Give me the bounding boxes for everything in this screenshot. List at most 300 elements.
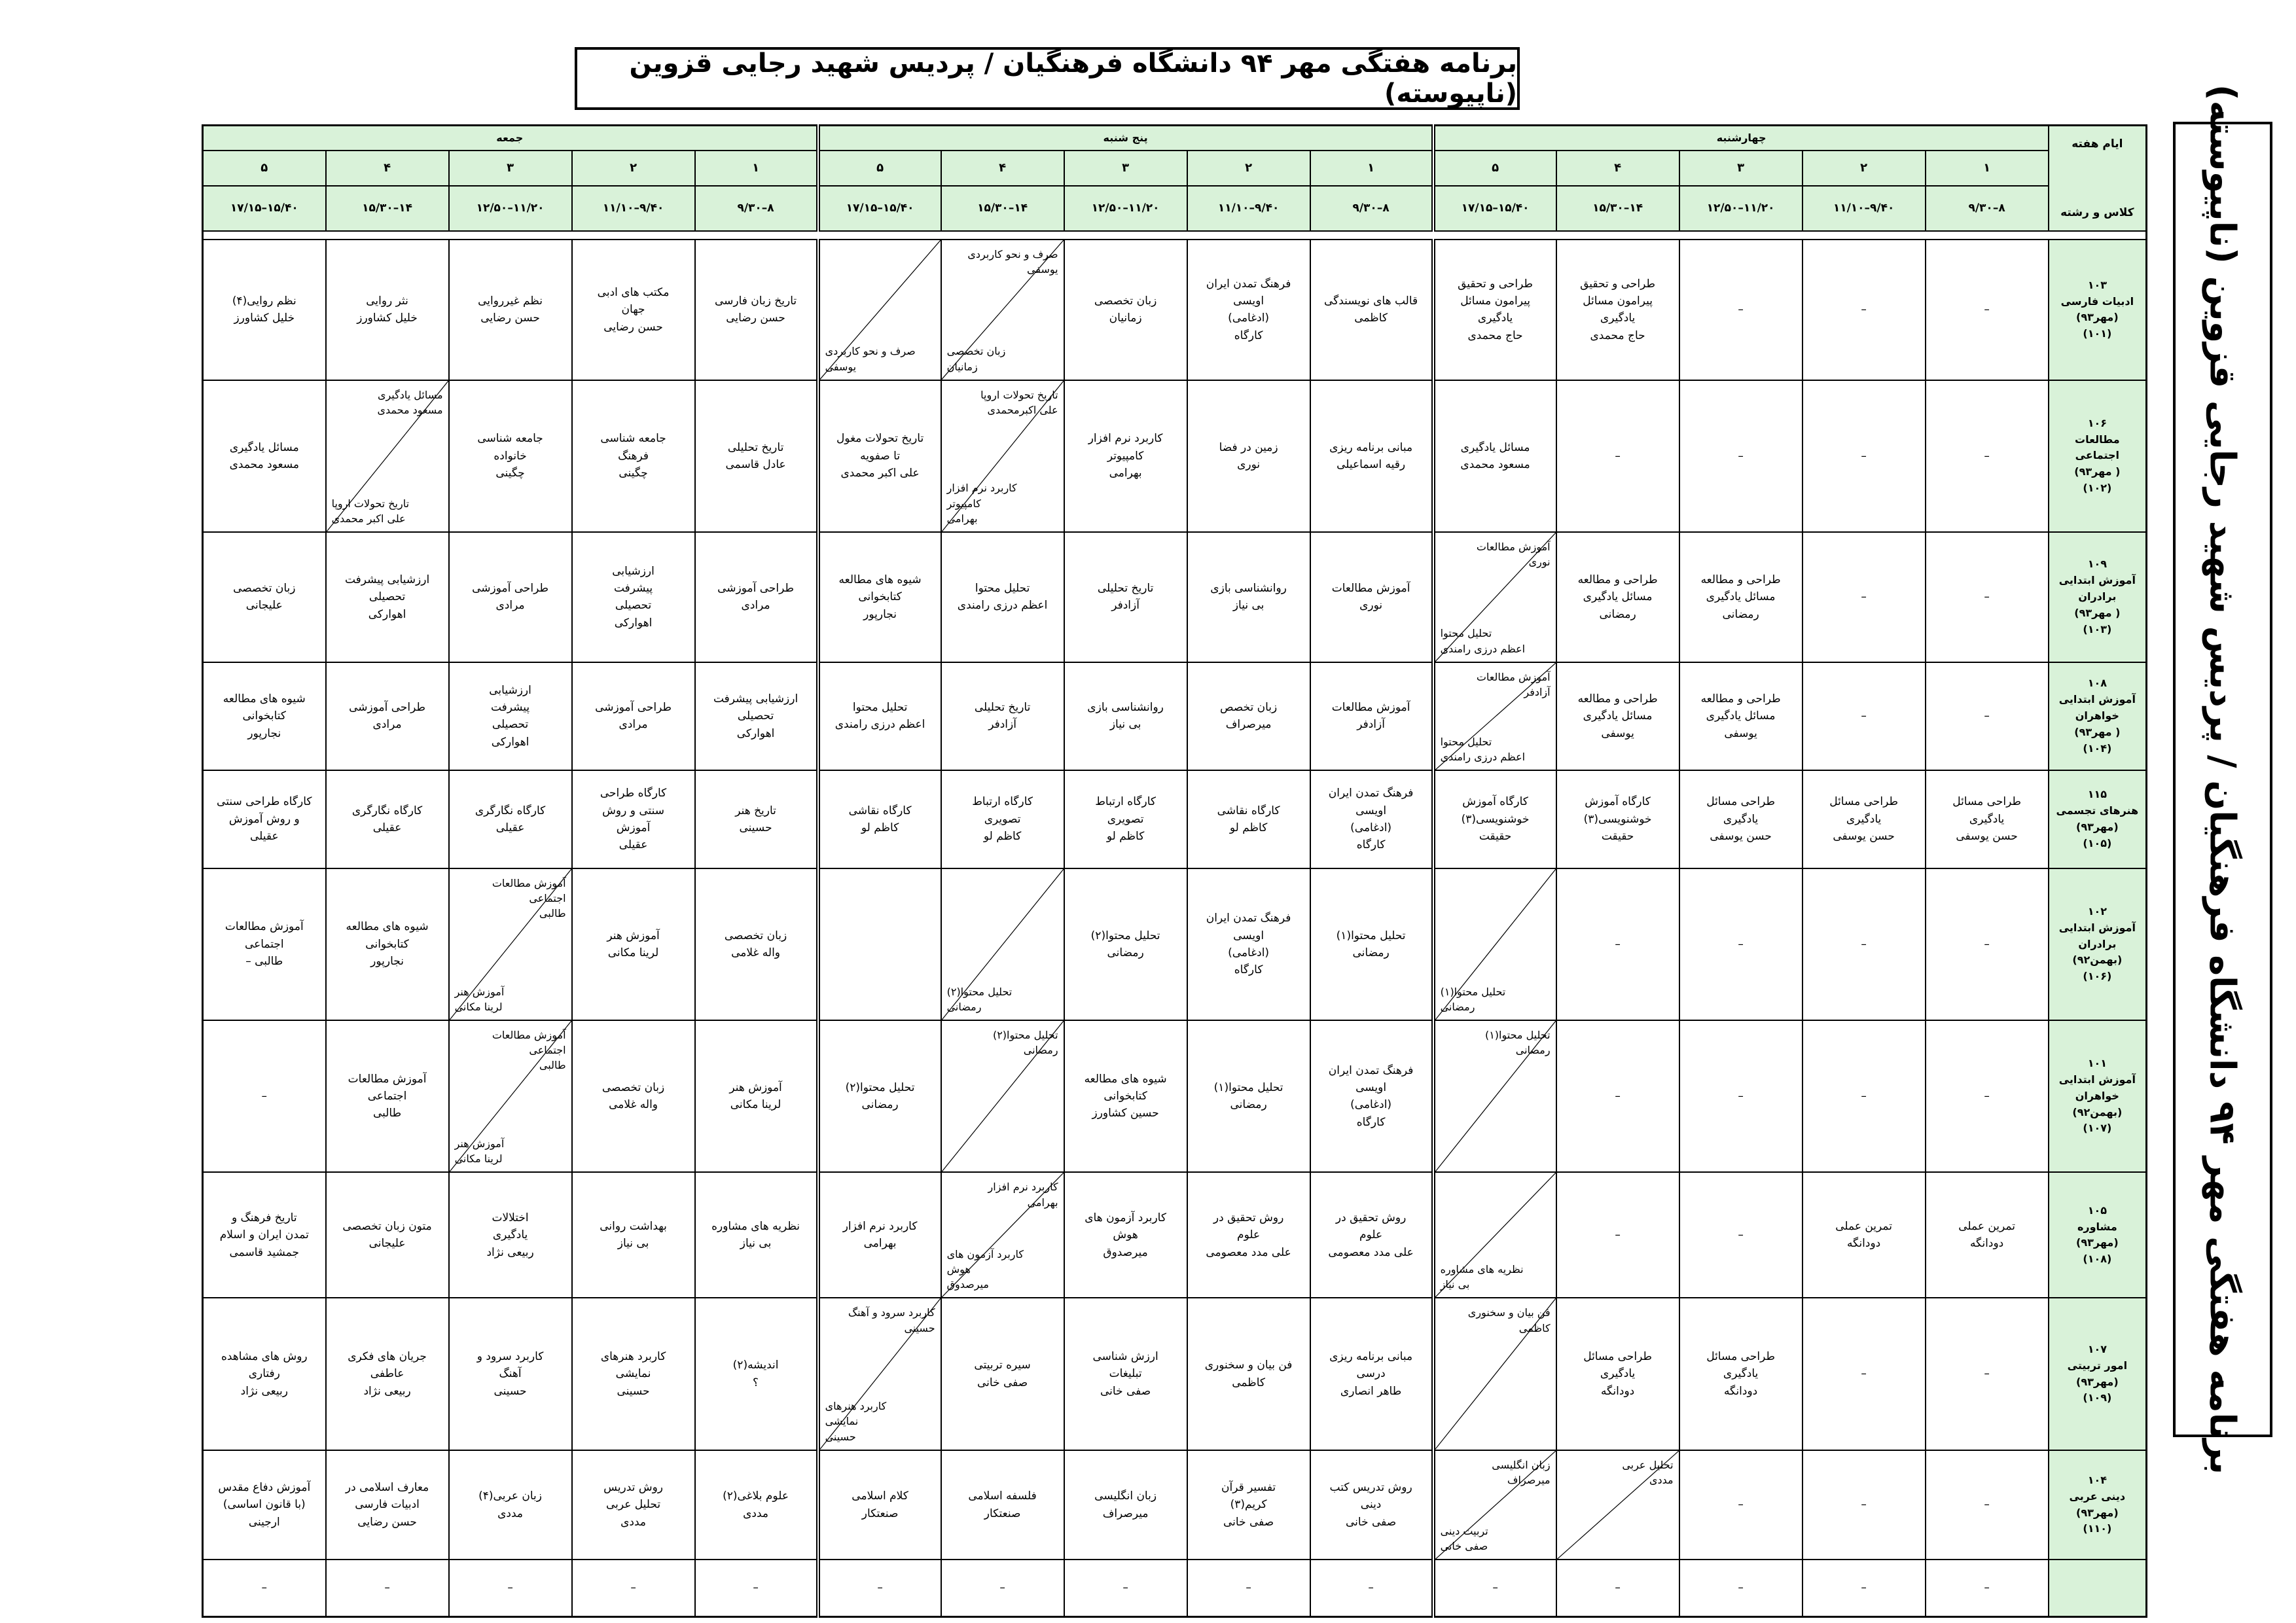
class-label-cell xyxy=(2049,1450,2147,1560)
course-line: طاهر انصاری xyxy=(1340,1384,1402,1398)
course-line: اویسی xyxy=(1233,294,1265,308)
course-line: اجتماعی xyxy=(244,937,284,951)
course-line: حسن رضایی xyxy=(357,1515,417,1529)
course-line: ارزشیابی پیشرفت xyxy=(344,573,430,586)
course-line: چگینی xyxy=(495,467,525,480)
course-cell xyxy=(326,868,449,1020)
split-top-course xyxy=(492,1027,566,1073)
course-line: ربیعی نژاد xyxy=(363,1384,411,1398)
course-line: یادگیری xyxy=(1477,312,1513,325)
course-line: تاریخ زبان فارسی xyxy=(714,294,797,308)
course-line: – xyxy=(507,1581,513,1595)
course-cell xyxy=(1310,662,1433,770)
course-line: طراحی و تحقیق xyxy=(1458,277,1534,291)
course-line: علوم xyxy=(1237,1228,1261,1242)
course-line: دودانگه xyxy=(1600,1384,1635,1398)
header-periods-row xyxy=(203,151,2147,186)
course-line: صنعتکار xyxy=(984,1507,1021,1520)
course-line: یوسفی xyxy=(825,360,857,373)
period-time-cell: ۱۴–۱۵/۳۰ xyxy=(1556,186,1679,231)
course-line: – xyxy=(1984,709,1990,723)
gap-cell xyxy=(326,231,449,240)
course-line: آموزش مطالعات xyxy=(1331,701,1410,715)
course-line: تاریخ تحلیلی xyxy=(974,701,1031,715)
course-cell xyxy=(1187,532,1310,662)
split-bottom-course xyxy=(947,984,1013,1014)
course-line: – xyxy=(630,1581,636,1595)
course-line: یادگیری xyxy=(1600,312,1636,325)
class-row xyxy=(203,662,2147,770)
course-line: آموزش مطالعات xyxy=(224,920,304,934)
gap-cell xyxy=(203,231,326,240)
class-label-line: برادران xyxy=(2078,590,2117,603)
period-number-cell: ۵ xyxy=(203,151,326,186)
period-time-cell: ۱۵/۴۰–۱۷/۱۵ xyxy=(1433,186,1556,231)
course-cell xyxy=(818,662,941,770)
class-label-line: ادبیات فارسی xyxy=(2060,294,2134,308)
course-line: یادگیری xyxy=(1969,812,2005,826)
course-line: تصویری xyxy=(1107,812,1144,826)
course-line: لرینا مکانی xyxy=(454,1000,503,1013)
split-course-cell xyxy=(941,240,1064,380)
class-label-line: برادران xyxy=(2078,937,2117,950)
course-line: زبان تخصصی xyxy=(1094,294,1157,308)
course-line: طراحی و مطالعه xyxy=(1700,573,1781,586)
course-line: تبلیغات xyxy=(1109,1367,1142,1381)
course-line: تحلیل محتوا(۲) xyxy=(845,1080,915,1094)
course-line: لرینا مکانی xyxy=(454,1152,503,1166)
split-top-course xyxy=(967,247,1058,277)
split-course-cell xyxy=(818,1298,941,1450)
course-line: رمضانی xyxy=(1352,946,1390,959)
course-cell xyxy=(1187,1172,1310,1298)
course-line: یوسفی xyxy=(1724,726,1757,740)
side-title-text: برنامه هفتگی مهر ۹۴ دانشگاه فرهنگیان / پردیس شهید رجایی قزوین (ناپیوسته) xyxy=(2202,84,2244,1475)
class-label-cell xyxy=(2049,868,2147,1020)
course-cell xyxy=(1556,240,1679,380)
course-line: کاربرد نرم افزار xyxy=(988,1181,1058,1194)
course-cell xyxy=(695,868,818,1020)
gap-cell xyxy=(1556,231,1679,240)
split-bottom-course xyxy=(825,344,916,374)
course-line: قالب های نویسندگی xyxy=(1324,294,1418,308)
course-line: صفی خانی xyxy=(1440,1540,1488,1553)
course-line: کارگاه طراحی سنتی xyxy=(217,795,312,809)
course-line: کامپیوتر xyxy=(1107,449,1144,463)
course-line: – xyxy=(1615,449,1621,463)
course-line: صرف و نحو کاربردی xyxy=(967,248,1058,261)
course-line: هوش xyxy=(1113,1228,1138,1242)
course-line: نوری xyxy=(1359,599,1383,613)
course-cell xyxy=(818,532,941,662)
split-top-course xyxy=(988,1179,1058,1209)
course-line: کاظم لو xyxy=(861,821,899,834)
split-top-course xyxy=(1622,1457,1673,1488)
course-line: کارگاه xyxy=(1356,838,1386,852)
course-line: مددی xyxy=(497,1507,524,1520)
course-line: رمضانی xyxy=(1440,1000,1475,1013)
period-number-cell: ۵ xyxy=(818,151,941,186)
course-cell xyxy=(1679,1172,1803,1298)
course-cell xyxy=(449,1560,572,1616)
course-line: مرادی xyxy=(741,599,770,613)
course-line: صفی خانی xyxy=(1345,1515,1397,1529)
course-line: – xyxy=(1738,449,1744,463)
course-line: کاظم لو xyxy=(983,830,1022,844)
course-line: مرادی xyxy=(495,599,525,613)
course-line: علی اکبر محمدی xyxy=(840,467,920,480)
gap-cell xyxy=(941,231,1064,240)
course-line: یوسفی xyxy=(1601,726,1634,740)
course-line: روانشناسی بازی xyxy=(1087,701,1164,715)
course-line: نوری xyxy=(1528,556,1551,569)
course-line: آموزش دفاع مقدس xyxy=(218,1480,311,1494)
course-line: پیشرفت xyxy=(490,701,530,715)
course-line: – xyxy=(1984,449,1990,463)
course-cell xyxy=(1803,770,1926,868)
weekly-schedule-table xyxy=(202,124,2147,1618)
course-line: تاریخ تحولات اروپا xyxy=(980,388,1058,401)
course-line: زبان تخصصی xyxy=(233,582,296,596)
course-line: نجارپور xyxy=(370,955,404,969)
course-cell xyxy=(1310,532,1433,662)
course-line: رمضانی xyxy=(1107,946,1144,959)
period-time-cell: ۹/۴۰–۱۱/۱۰ xyxy=(1187,186,1310,231)
period-number-cell: ۲ xyxy=(1187,151,1310,186)
course-line: کارگاه ارتباط xyxy=(972,795,1033,809)
split-course-cell xyxy=(1433,662,1556,770)
class-label-line: دینی عربی xyxy=(2069,1489,2126,1503)
course-line: طراحی و مطالعه xyxy=(1577,692,1658,705)
course-cell xyxy=(818,1450,941,1560)
course-line: – xyxy=(753,1581,759,1595)
course-cell xyxy=(1433,1560,1556,1616)
course-line: مددی xyxy=(620,1515,647,1529)
course-line: تحصیلی xyxy=(368,590,406,604)
course-line: مسائل یادگیری xyxy=(1460,440,1530,454)
course-line: تحلیل محتوا xyxy=(1440,627,1492,640)
split-bottom-course xyxy=(1441,1524,1488,1554)
period-time-cell: ۱۱/۲۰–۱۲/۵۰ xyxy=(1064,186,1187,231)
course-line: حسینی xyxy=(825,1430,856,1443)
course-line: زمین در فضا xyxy=(1219,440,1278,454)
course-line: خانواده xyxy=(493,449,527,463)
split-bottom-course xyxy=(1441,1262,1524,1292)
period-time-cell: ۹/۴۰–۱۱/۱۰ xyxy=(1803,186,1926,231)
course-line: تحلیل محتوا(۱) xyxy=(1336,929,1406,942)
class-label-line: (۱۰۳) xyxy=(2083,622,2112,635)
course-cell xyxy=(1926,1450,2049,1560)
course-cell xyxy=(1556,868,1679,1020)
course-cell xyxy=(1803,1450,1926,1560)
course-line: اویسی xyxy=(1355,1080,1387,1094)
course-line: – xyxy=(1738,1581,1744,1595)
course-line: مکتب های ادبی xyxy=(597,285,670,299)
split-course-cell xyxy=(1433,868,1556,1020)
course-line: ارجینی xyxy=(248,1515,280,1529)
course-cell xyxy=(1310,770,1433,868)
period-number-cell: ۲ xyxy=(572,151,695,186)
course-line: ارزشیابی xyxy=(612,564,655,578)
course-line: کتابخوانی xyxy=(1103,1090,1147,1103)
course-line: رفتاری xyxy=(248,1367,280,1381)
course-line: – xyxy=(1861,303,1867,317)
course-line: کاربرد هنرهای xyxy=(600,1350,666,1364)
course-line: اجتماعی xyxy=(529,1044,566,1057)
course-line: طراحی مسائل xyxy=(1829,795,1898,809)
period-number-cell: ۳ xyxy=(1064,151,1187,186)
course-cell xyxy=(1803,1298,1926,1450)
course-line: ارزش شناسی xyxy=(1092,1350,1158,1364)
course-line: کارگاه نقاشی xyxy=(848,804,912,817)
course-line: یادگیری xyxy=(1846,812,1882,826)
course-line: حاج محمدی xyxy=(1590,329,1645,342)
header-gap-row xyxy=(203,231,2147,240)
course-line: یادگیری xyxy=(1723,1367,1759,1381)
course-line: – xyxy=(1984,590,1990,604)
course-line: تمدن ایران و اسلام xyxy=(219,1228,309,1242)
period-time-cell: ۸–۹/۳۰ xyxy=(1310,186,1433,231)
course-line: – xyxy=(1122,1581,1128,1595)
course-cell xyxy=(941,662,1064,770)
class-label-cell xyxy=(2049,1020,2147,1172)
course-line: حقیقت xyxy=(1479,830,1512,844)
course-line: – xyxy=(1492,1581,1498,1595)
split-bottom-course xyxy=(947,344,1006,374)
course-line: کاظم لو xyxy=(1229,821,1268,834)
course-cell xyxy=(818,380,941,532)
course-line: سیره تربیتی xyxy=(974,1359,1031,1372)
course-line: نمایشی xyxy=(615,1367,651,1381)
course-line: و روش آموزش xyxy=(228,812,300,826)
course-line: (ادغامی) xyxy=(1228,312,1270,325)
course-line: کارگاه xyxy=(1234,329,1263,342)
split-course-cell xyxy=(941,1020,1064,1172)
class-label-line: (۱۰۷) xyxy=(2083,1122,2112,1135)
course-line: مسعود محمدی xyxy=(1460,457,1530,471)
course-line: کارگاه xyxy=(1234,963,1263,977)
period-number-cell: ۵ xyxy=(1433,151,1556,186)
course-line: اهوارکی xyxy=(368,607,406,621)
course-cell xyxy=(449,770,572,868)
course-line: تحلیل محتوا xyxy=(1440,735,1492,748)
gap-cell xyxy=(1310,231,1433,240)
split-course-wrap xyxy=(1557,1451,1679,1560)
course-cell xyxy=(695,532,818,662)
course-line: آموزش مطالعات xyxy=(1331,582,1410,596)
course-cell xyxy=(203,770,326,868)
course-cell xyxy=(203,868,326,1020)
split-bottom-course xyxy=(455,984,505,1014)
course-cell xyxy=(818,1020,941,1172)
course-line: بی نیاز xyxy=(1232,599,1265,613)
course-cell xyxy=(572,770,695,868)
course-line: مسائل یادگیری xyxy=(1706,709,1776,723)
course-line: لرینا مکانی xyxy=(607,946,659,959)
course-cell xyxy=(1310,1020,1433,1172)
course-cell xyxy=(1310,1298,1433,1450)
split-course-cell xyxy=(326,380,449,532)
course-line: تحلیل محتوا(۲) xyxy=(1090,929,1160,942)
course-line: علوم بلاغی(۲) xyxy=(723,1489,789,1503)
course-line: اجتماعی xyxy=(367,1090,407,1103)
course-line: کاربرد نرم افزار xyxy=(842,1220,918,1234)
split-top-course xyxy=(993,1027,1058,1058)
course-line: – xyxy=(1861,449,1867,463)
course-cell xyxy=(1926,532,2049,662)
course-line: صفی خانی xyxy=(977,1376,1028,1389)
course-line: اهوارکی xyxy=(736,726,775,740)
course-line: – xyxy=(1984,1090,1990,1103)
split-top-course xyxy=(377,387,442,418)
course-line: کلام اسلامی xyxy=(852,1489,908,1503)
course-line: – xyxy=(261,1581,268,1595)
course-line: تحلیل محتوا xyxy=(852,701,908,715)
course-cell xyxy=(449,1172,572,1298)
course-cell xyxy=(1064,532,1187,662)
course-cell xyxy=(1556,1560,1679,1616)
course-line: – xyxy=(1368,1581,1374,1595)
course-line: رمضانی xyxy=(1023,1044,1058,1057)
course-line: عقیلی xyxy=(372,821,402,834)
course-cell xyxy=(449,532,572,662)
course-line: علیجانی xyxy=(245,599,283,613)
course-line: کاظمی xyxy=(1518,1321,1551,1334)
class-row xyxy=(203,868,2147,1020)
course-line: مسعود محمدی xyxy=(377,403,443,416)
course-line: – xyxy=(1246,1581,1251,1595)
course-cell xyxy=(695,240,818,380)
course-line: صنعتکار xyxy=(861,1507,899,1520)
course-cell xyxy=(1926,770,2049,868)
class-label-line: (بهمن۹۲) xyxy=(2072,1105,2123,1118)
course-line: تربیت دینی xyxy=(1440,1524,1488,1537)
course-line: ارزشیابی xyxy=(489,683,531,697)
course-cell xyxy=(1433,240,1556,380)
class-label-line: (۱۰۸) xyxy=(2083,1253,2112,1266)
course-cell xyxy=(818,1560,941,1616)
course-cell xyxy=(1310,1560,1433,1616)
class-label-cell xyxy=(2049,662,2147,770)
course-line: بی نیاز xyxy=(1109,718,1141,732)
course-cell xyxy=(326,1172,449,1298)
class-label-line: ۱۱۵ xyxy=(2087,788,2107,801)
course-line: خلیل کشاورز xyxy=(234,312,295,325)
course-line: مبانی برنامه ریزی xyxy=(1329,1350,1413,1364)
course-line: دودانگه xyxy=(1846,1237,1881,1251)
course-cell xyxy=(1064,1450,1187,1560)
course-line: بی نیاز xyxy=(1440,1278,1470,1291)
course-line: حسین کشاورز xyxy=(1092,1107,1159,1120)
course-cell xyxy=(1187,868,1310,1020)
course-line: معارف اسلامی در xyxy=(345,1480,429,1494)
page-title-text: برنامه هفتگی مهر ۹۴ دانشگاه فرهنگیان / پردیس شهید رجایی قزوین (ناپیوسته) xyxy=(629,48,1517,109)
class-row xyxy=(203,1560,2147,1616)
course-cell xyxy=(1433,770,1556,868)
course-line: میرصراف xyxy=(1225,718,1272,732)
course-line: فرهنگ xyxy=(618,449,649,463)
split-course-cell xyxy=(1433,1298,1556,1450)
course-cell xyxy=(695,1298,818,1450)
course-line: طالبی – xyxy=(245,955,283,969)
course-line: هوش xyxy=(946,1263,971,1276)
course-line: – xyxy=(877,1581,883,1595)
course-cell xyxy=(326,1298,449,1450)
course-line: علی مدد معصومی xyxy=(1328,1245,1414,1259)
course-line: تاریخ تحولات مغول xyxy=(836,432,924,446)
course-line: کاظمی xyxy=(1232,1376,1265,1389)
course-line: اویسی xyxy=(1233,929,1265,942)
period-time-cell: ۸–۹/۳۰ xyxy=(1926,186,2049,231)
course-line: کارگاه آموزش xyxy=(1585,795,1651,809)
course-line: کاربرد نرم افزار xyxy=(946,482,1017,495)
course-line: تاریخ تحلیلی xyxy=(727,440,784,454)
course-cell xyxy=(1064,662,1187,770)
course-line: چگینی xyxy=(619,467,648,480)
period-time-cell: ۱۱/۲۰–۱۲/۵۰ xyxy=(449,186,572,231)
class-label-cell xyxy=(2049,380,2147,532)
split-course-wrap xyxy=(1435,663,1556,770)
class-row xyxy=(203,532,2147,662)
course-line: طراحی آموزشی xyxy=(472,582,549,596)
class-label-line: ۱۰۲ xyxy=(2087,904,2107,918)
course-cell xyxy=(1679,532,1803,662)
course-line: جمشید قاسمی xyxy=(229,1245,300,1259)
course-line: آموزش مطالعات xyxy=(1476,541,1551,553)
course-line: آموزش هنر xyxy=(454,1137,505,1150)
course-cell xyxy=(1556,380,1679,532)
course-line: تاریخ تحلیلی xyxy=(1097,582,1154,596)
split-course-cell xyxy=(1433,532,1556,662)
course-line: – xyxy=(1738,937,1744,951)
course-line: فرهنگ تمدن ایران xyxy=(1328,1063,1414,1077)
course-cell xyxy=(695,770,818,868)
course-cell xyxy=(203,662,326,770)
class-label-line: خواهران xyxy=(2075,1089,2119,1102)
course-cell xyxy=(941,770,1064,868)
course-line: طراحی و مطالعه xyxy=(1700,692,1781,705)
course-line: آموزش هنر xyxy=(729,1080,782,1094)
course-line: تحلیل عربی xyxy=(1622,1458,1674,1471)
course-line: کتابخوانی xyxy=(242,709,287,723)
course-cell xyxy=(572,1560,695,1616)
course-line: فلسفه اسلامی xyxy=(968,1489,1037,1503)
course-line: رمضانی xyxy=(1722,607,1759,621)
course-line: – xyxy=(1861,709,1867,723)
class-label-line: (مهر۹۳) xyxy=(2076,311,2119,324)
course-cell xyxy=(326,1450,449,1560)
course-line: صفی خانی xyxy=(1223,1515,1274,1529)
course-cell xyxy=(1187,1298,1310,1450)
course-cell xyxy=(1556,770,1679,868)
course-line: رمضانی xyxy=(1599,607,1636,621)
course-line: شیوه های مطالعه xyxy=(223,692,306,705)
class-label-line: ( مهر۹۳) xyxy=(2074,725,2121,738)
course-line: رمضانی xyxy=(946,1000,982,1013)
course-cell xyxy=(203,1560,326,1616)
course-cell xyxy=(1803,1560,1926,1616)
period-time-cell: ۱۱/۲۰–۱۲/۵۰ xyxy=(1679,186,1803,231)
course-line: تحلیل محتوا(۱) xyxy=(1213,1080,1283,1094)
course-line: زبان تخصص xyxy=(1219,701,1278,715)
course-line: اندیشه(۲) xyxy=(732,1359,779,1372)
course-cell xyxy=(1926,240,2049,380)
course-line: عقیلی xyxy=(495,821,525,834)
course-cell xyxy=(449,240,572,380)
period-number-cell: ۱ xyxy=(1926,151,2049,186)
period-number-cell: ۱ xyxy=(695,151,818,186)
course-line: پیرامون مسائل xyxy=(1460,294,1530,308)
